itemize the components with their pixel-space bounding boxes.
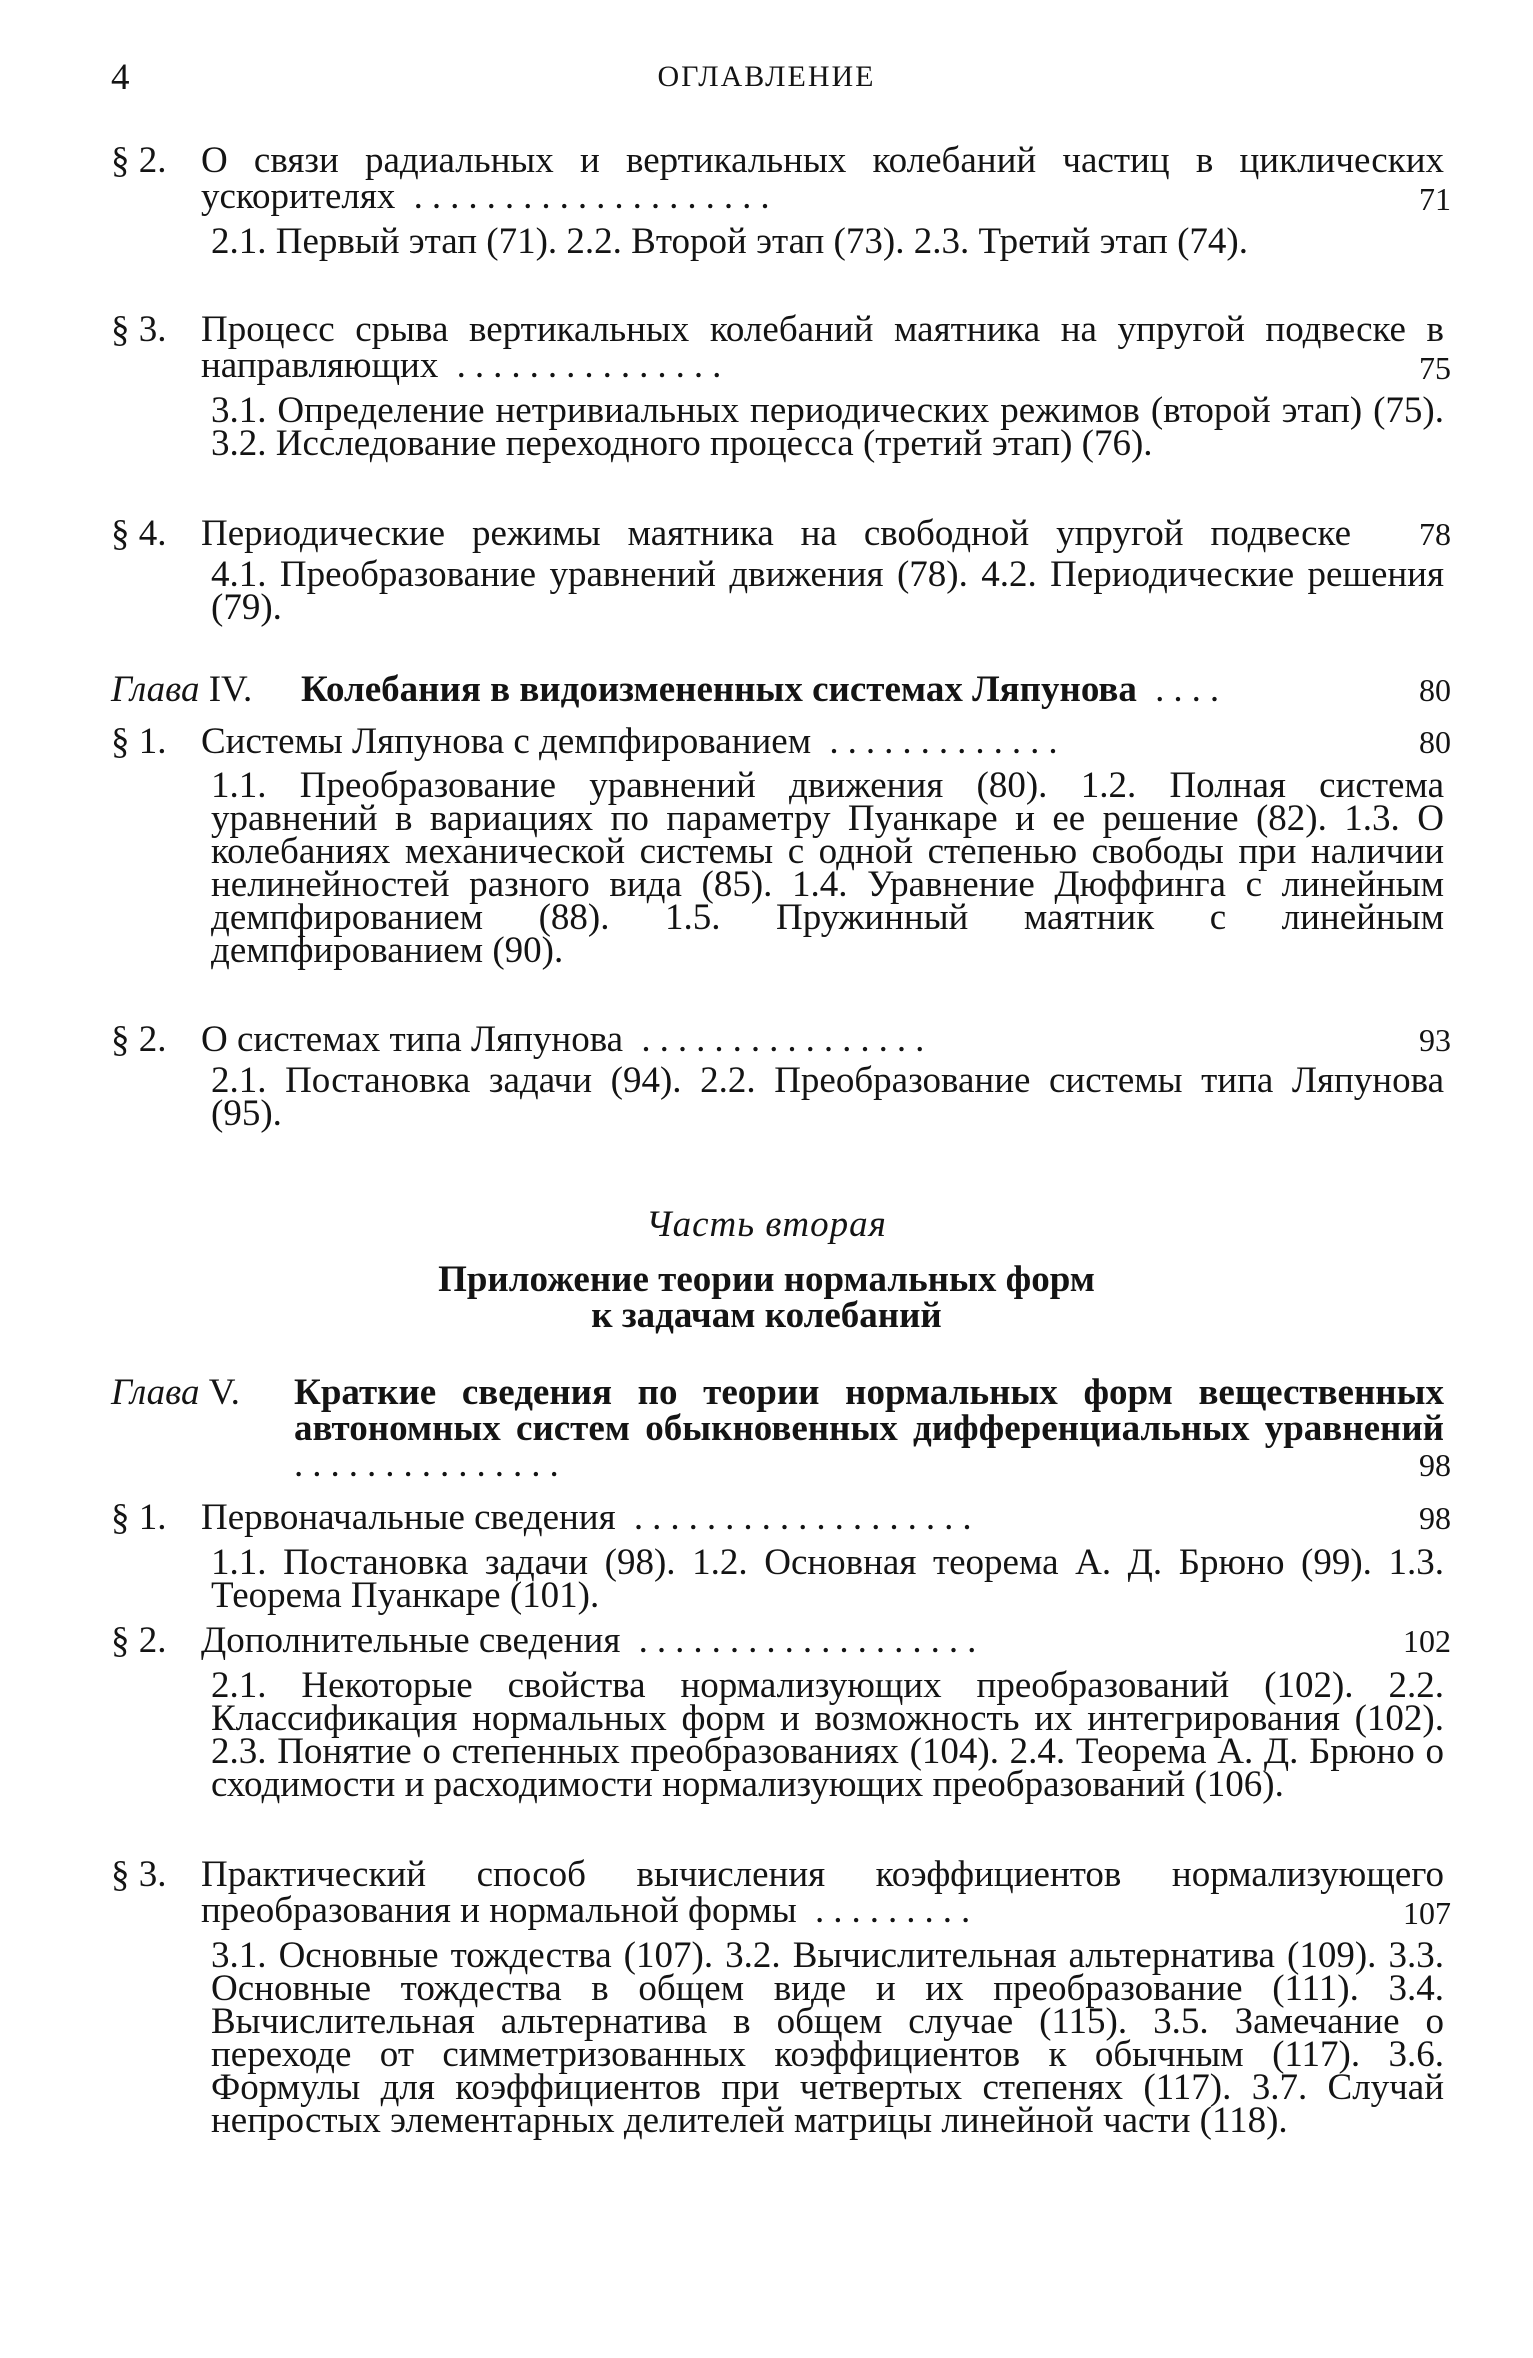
chapter-page: 80 <box>1419 672 1451 708</box>
section-title: Периодические режимы маятника на свободной упругой подвеске <box>201 513 1351 554</box>
subsection-list: 2.1. Некоторые свойства нормализующих преобразований (102). 2.2. Классификация нормальных форм и возможность их интегрирования (102). 2.3. Понятие о степенных преобразованиях (104). 2.4. Теорема А. Д. Брюно о сходимости и расходимости нормализующих преобразований (106). <box>211 1665 1444 1805</box>
chapter-title: Колебания в видоизмененных системах Ляпунова <box>301 669 1137 710</box>
dot-leader: .... <box>1136 669 1229 710</box>
section-page: 71 <box>1419 181 1451 217</box>
dot-leader: ................... <box>615 1497 981 1538</box>
dot-leader: ......... <box>796 1890 980 1931</box>
chapter-word: Глава <box>111 669 200 710</box>
section-title: Дополнительные сведения <box>201 1620 621 1661</box>
section-title: О системах типа Ляпунова <box>201 1019 624 1060</box>
section-title: Системы Ляпунова с демпфированием <box>201 721 812 762</box>
section-label: § 2. <box>111 1019 167 1060</box>
section-page: 107 <box>1403 1895 1451 1931</box>
section-label: § 1. <box>111 1497 167 1538</box>
section-title: Процесс срыва вертикальных колебаний маятника на упругой подвеске в направляющих <box>201 309 1444 386</box>
section-page: 78 <box>1419 516 1451 552</box>
chapter-label <box>111 1372 240 1413</box>
part-title-line-2: к задачам колебаний <box>591 1295 942 1336</box>
chapter-number: IV. <box>208 669 253 710</box>
subsection-list: 1.1. Преобразование уравнений движения (80). 1.2. Полная система уравнений в вариациях по параметру Пуанкаре и ее решение (82). 1.3. О колебаниях механической системы с одной степенью свободы при наличии нелинейностей разного вида (85). 1.4. Уравнение Дюффинга с линейным демпфированием (88). 1.5. Пружинный маятник с линейным демпфированием (90). <box>211 765 1444 971</box>
dot-leader: ................... <box>620 1620 986 1661</box>
dot-leader: ............. <box>811 721 1067 762</box>
running-title: ОГЛАВЛЕНИЕ <box>657 60 876 93</box>
page-number: 4 <box>111 57 130 98</box>
subsection-list: 3.1. Основные тождества (107). 3.2. Вычислительная альтернатива (109). 3.3. Основные тождества в общем виде и их преобразование (111). 3.4. Вычислительная альтернатива в общем случае (115). 3.5. Замечание о переходе от симметризованных коэффициентов к обычным (117). 3.6. Формулы для коэффициентов при четвертых степенях (117). 3.7. Случай непростых элементарных делителей матрицы линейной части (118). <box>211 1935 1444 2141</box>
chapter-title: Краткие сведения по теории нормальных форм вещественных автономных систем обыкновенных дифференциальных уравнений <box>294 1372 1444 1449</box>
section-title: О связи радиальных и вертикальных колебаний частиц в циклических ускорителях <box>201 140 1444 217</box>
part-title <box>0 1259 1533 1336</box>
section-title: Практический способ вычисления коэффициентов нормализующего преобразования и нормальной формы <box>201 1854 1444 1931</box>
section-page: 80 <box>1419 724 1451 760</box>
chapter-number: V. <box>208 1372 240 1413</box>
part-title-line-1: Приложение теории нормальных форм <box>438 1259 1095 1300</box>
section-label: § 3. <box>111 309 167 350</box>
section-label: § 2. <box>111 1620 167 1661</box>
chapter-word: Глава <box>111 1372 200 1413</box>
chapter-label <box>111 669 253 710</box>
subsection-list: 4.1. Преобразование уравнений движения (78). 4.2. Периодические решения (79). <box>211 554 1444 628</box>
chapter-page: 98 <box>1419 1447 1451 1483</box>
subsection-list: 2.1. Постановка задачи (94). 2.2. Преобразование системы типа Ляпунова (95). <box>211 1060 1444 1134</box>
dot-leader: .................... <box>395 176 779 217</box>
section-label: § 2. <box>111 140 167 181</box>
section-page: 75 <box>1419 350 1451 386</box>
section-page: 102 <box>1403 1623 1451 1659</box>
part-label: Часть вторая <box>646 1204 887 1245</box>
dot-leader: ............... <box>438 345 731 386</box>
section-label: § 1. <box>111 721 167 762</box>
dot-leader: ................ <box>623 1019 934 1060</box>
subsection-list: 2.1. Первый этап (71). 2.2. Второй этап (73). 2.3. Третий этап (74). <box>211 221 1248 262</box>
section-page: 93 <box>1419 1022 1451 1058</box>
section-title: Первоначальные сведения <box>201 1497 616 1538</box>
section-label: § 3. <box>111 1854 167 1895</box>
subsection-list: 1.1. Постановка задачи (98). 1.2. Основная теорема А. Д. Брюно (99). 1.3. Теорема Пуанкаре (101). <box>211 1542 1444 1616</box>
section-label: § 4. <box>111 513 167 554</box>
dot-leader: ............... <box>294 1444 568 1485</box>
section-page: 98 <box>1419 1500 1451 1536</box>
subsection-list: 3.1. Определение нетривиальных периодических режимов (второй этап) (75). 3.2. Исследование переходного процесса (третий этап) (76). <box>211 390 1444 464</box>
